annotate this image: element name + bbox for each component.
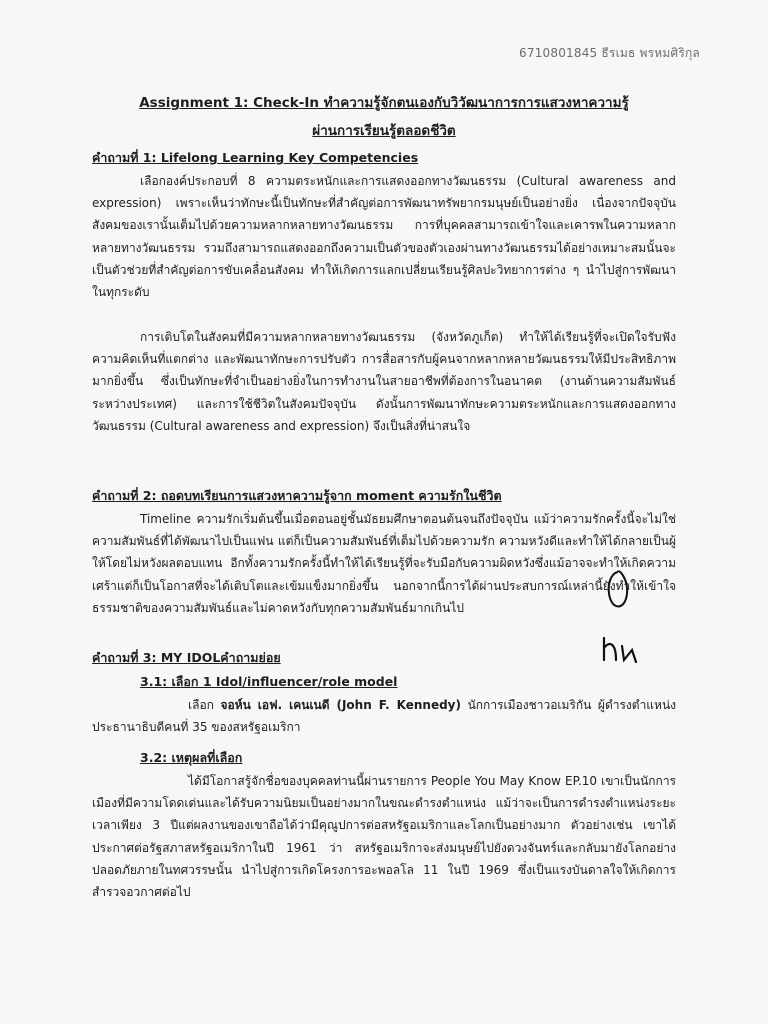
author-header: 6710801845 ธีรเมธ พรหมศิริกุล [519,46,700,60]
q3-para2-text: ได้มีโอกาสรู้จักชื่อของบุคคลท่านนี้ผ่านรายการ People You May Know EP.10 เขาเป็นนักการเมืองที่มีความโดดเด่นและได้รับความนิยมเป็นอย่างมากในขณะดำรงตำแหน่ง แม้ว่าจะเป็นการดำรงตำแหน่งระยะเวลาเพียง 3 ปีแต่ผลงานของเขาถือได้ว่ามีคุณูปการต่อสหรัฐอเมริกาและโลกเป็นอย่างมาก ตัวอย่างเช่น เขาได้ประกาศต่อรัฐสภาสหรัฐอเมริกาในปี 1961 ว่า สหรัฐอเมริกาจะส่งมนุษย์ไปยังดวงจันทร์และกลับมายังโลกอย่างปลอดภัยภายในทศวรรษนั้น นำไปสู่การเกิดโครงการอะพอลโล 11 ในปี 1969 ซึ่งเป็นแรงบันดาลใจให้เกิดการสำรวจอวกาศต่อไป [92,774,676,900]
assignment-title: Assignment 1: Check-In ทำความรู้จักตนเองกับวิวัฒนาการการแสวงหาความรู้ [139,95,629,111]
question-1-heading: คำถามที่ 1: Lifelong Learning Key Competencies [92,150,419,165]
idol-name: จอห์น เอฟ. เคนเนดี (John F. Kennedy) [220,698,461,712]
q2-para1-text: Timeline ความรักเริ่มต้นขึ้นเมื่อตอนอยู่ชั้นมัธยมศึกษาตอนต้นจนถึงปัจจุบัน แม้ว่าความรักครั้งนี้จะไม่ใช่ความสัมพันธ์ที่ได้พัฒนาไปเป็นแฟน แต่ก็เป็นความสัมพันธ์ที่เต็มไปด้วยความรัก ความหวังดีและทำให้ได้กลายเป็นผู้ให้โดยไม่หวังผลตอบแทน อีกทั้งความรักครั้งนี้ทำให้ได้เรียนรู้ที่จะรับมือกับความผิดหวังซึ่งแม้อาจจะทำให้เกิดความเศร้าแต่ก็เป็นโอกาสที่จะได้เติบโตและเข้มแข็งมากยิ่งขึ้น นอกจากนี้การได้ผ่านประสบการณ์เหล่านี้ยังทำให้เข้าใจธรรมชาติของความสัมพันธ์และไม่คาดหวังกับทุกความสัมพันธ์มากเกินไป [92,512,676,615]
question-3-heading: คำถามที่ 3: MY IDOLคำถามย่อย [92,650,281,665]
q1-para1-text: เลือกองค์ประกอบที่ 8 ความตระหนักและการแสดงออกทางวัฒนธรรม (Cultural awareness and expression) เพราะเห็นว่าทักษะนี้เป็นทักษะที่สำคัญต่อการพัฒนาทรัพยากรมนุษย์เป็นอย่างยิ่ง เนื่องจากปัจจุบันสังคมของเรานั้นเต็มไปด้วยความหลากหลายทางวัฒนธรรม การที่บุคคลสามารถเข้าใจและเคารพในความหลากหลายทางวัฒนธรรม รวมถึงสามารถแสดงออกถึงความเป็นตัวของตัวเองผ่านทางวัฒนธรรมได้อย่างเหมาะสมนั้นจะเป็นตัวช่วยที่สำคัญต่อการขับเคลื่อนสังคม ทำให้เกิดการแลกเปลี่ยนเรียนรู้ศิลปะวิทยาการต่าง ๆ นำไปสู่การพัฒนาในทุกระดับ [92,174,676,300]
subquestion-3-1: 3.1: เลือก 1 Idol/influencer/role model [140,674,398,689]
question-2-heading: คำถามที่ 2: ถอดบทเรียนการแสวงหาความรู้จาก moment ความรักในชีวิต [92,488,502,503]
handwritten-signature [600,568,670,668]
assignment-title-line2: ผ่านการเรียนรู้ตลอดชีวิต [312,123,456,139]
question-2-paragraph [92,508,676,619]
question-1-paragraph-2 [92,326,676,437]
question-1-paragraph-1 [92,170,676,303]
q3-para1-prefix: เลือก [188,698,221,712]
subquestion-3-2: 3.2: เหตุผลที่เลือก [140,750,243,765]
question-3-1-paragraph [92,694,676,738]
q1-para2-text: การเติบโตในสังคมที่มีความหลากหลายทางวัฒนธรรม (จังหวัดภูเก็ต) ทำให้ได้เรียนรู้ที่จะเปิดใจรับฟังความคิดเห็นที่แตกต่าง และพัฒนาทักษะการปรับตัว การสื่อสารกับผู้คนจากหลากหลายวัฒนธรรมให้มีประสิทธิภาพมากยิ่งขึ้น ซึ่งเป็นทักษะที่จำเป็นอย่างยิ่งในการทำงานในสายอาชีพที่ต้องการในอนาคต (งานด้านความสัมพันธ์ระหว่างประเทศ) และการใช้ชีวิตในสังคมปัจจุบัน ดังนั้นการพัฒนาทักษะความตระหนักและการแสดงออกทางวัฒนธรรม (Cultural awareness and expression) จึงเป็นสิ่งที่น่าสนใจ [92,330,676,433]
q3-para1-rest: นักการเมืองชาวอเมริกัน ผู้ดำรงตำแหน่งประธานาธิบดีคนที่ 35 ของสหรัฐอเมริกา [92,698,677,735]
question-3-2-paragraph [92,770,676,903]
